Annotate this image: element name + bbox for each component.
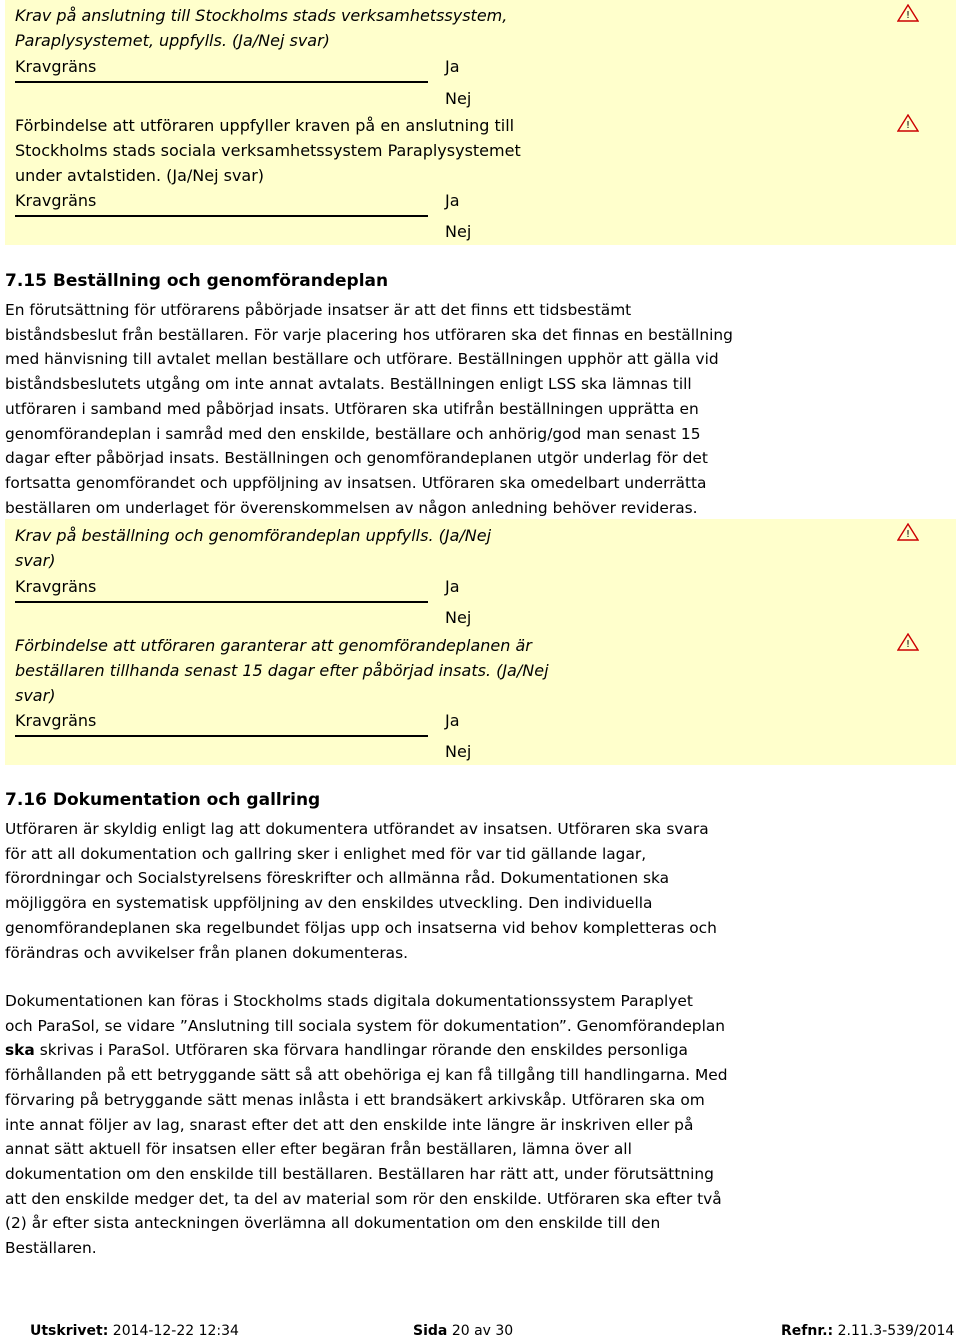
- requirement-box-2: [5, 519, 956, 765]
- requirement-option-no[interactable]: Nej: [445, 222, 472, 241]
- section-body: En förutsättning för utförarens påbörjade insatser är att det finns ett tidsbestämt biståndsbeslut från beställaren. För varje placering hos utföraren ska det finnas en beställning med hänvisning till avtalet mellan beställare och utförare. Beställningen upphör att gälla vid biståndsbeslutets utgång om inte annat avtalats. Beställningen enligt LSS ska lämnas till utföraren i samband med påbörjad insats. Utföraren ska utifrån beställningen upprätta en genomförandeplan i samråd med den enskilde, beställare och anhörig/god man senast 15 dagar efter påbörjad insats. Beställningen och genomförandeplanen utgör underlag för det fortsatta genomförandet och uppföljning av insatsen. Utföraren ska omedelbart underrätta beställaren om underlaget för överenskommelsen av någon anledning behöver revideras.: [5, 301, 733, 517]
- footer-printed-value: 2014-12-22 12:34: [112, 1323, 239, 1339]
- svg-text:!: !: [905, 529, 911, 540]
- footer-page-value: 20 av 30: [451, 1323, 514, 1339]
- requirement-limit-label: Kravgräns: [15, 57, 97, 76]
- requirement-question: Krav på beställning och genomförandeplan uppfylls. (Ja/Nej svar): [15, 526, 492, 570]
- requirement-answer-line: [15, 735, 428, 737]
- warning-icon: [897, 114, 919, 132]
- requirement-question: Förbindelse att utföraren garanterar att genomförandeplanen är beställaren tillhanda senast 15 dagar efter påbörjad insats. (Ja/Nej svar): [15, 636, 549, 705]
- requirement-option-no[interactable]: Nej: [445, 742, 472, 761]
- section-body-2-bold: ska: [5, 1041, 35, 1060]
- warning-icon: [897, 4, 919, 22]
- section-body-2-text-a: Dokumentationen kan föras i Stockholms stads digitala dokumentationssystem Paraplyet och ParaSol, se vidare ”Anslutning till sociala system för dokumentation”. Genomförandeplan: [5, 992, 726, 1035]
- requirement-answer-line: [15, 215, 428, 217]
- section-heading: 7.15 Beställning och genomförandeplan: [5, 271, 389, 291]
- requirement-limit-label: Kravgräns: [15, 577, 97, 596]
- footer-page: [413, 1323, 513, 1339]
- footer-ref: [781, 1323, 954, 1339]
- requirement-question: Förbindelse att utföraren uppfyller kraven på en anslutning till Stockholms stads sociala verksamhetssystem Paraplysystemet under avtalstiden. (Ja/Nej svar): [15, 116, 521, 185]
- footer-ref-value: 2.11.3-539/2014: [837, 1323, 955, 1339]
- footer-ref-label: Refnr.:: [781, 1323, 834, 1339]
- svg-text:!: !: [905, 639, 911, 650]
- requirement-option-no[interactable]: Nej: [445, 89, 472, 108]
- warning-icon: [897, 523, 919, 541]
- requirement-option-yes[interactable]: Ja: [445, 711, 460, 730]
- footer-printed: [30, 1323, 239, 1339]
- requirement-limit-label: Kravgräns: [15, 711, 97, 730]
- requirement-answer-line: [15, 81, 428, 83]
- requirement-limit-label: Kravgräns: [15, 191, 97, 210]
- footer-page-label: Sida: [413, 1323, 448, 1339]
- svg-text:!: !: [905, 10, 911, 21]
- section-body-1: Utföraren är skyldig enligt lag att dokumentera utförandet av insatsen. Utföraren ska svara för att all dokumentation och gallring sker i enlighet med för var tid gällande lagar, förordningar och Socialstyrelsens föreskrifter och allmänna råd. Dokumentationen ska möjliggöra en systematisk uppföljning av den enskildes utveckling. Den individuella genomförandeplanen ska regelbundet följas upp och insatserna vid behov kompletteras och förändras och avvikelser från planen dokumenteras.: [5, 820, 717, 962]
- requirement-option-no[interactable]: Nej: [445, 608, 472, 627]
- section-body-2: [5, 989, 805, 1261]
- footer-printed-label: Utskrivet:: [30, 1323, 109, 1339]
- requirement-option-yes[interactable]: Ja: [445, 191, 460, 210]
- requirement-question: Krav på anslutning till Stockholms stads verksamhetssystem, Paraplysystemet, uppfylls. (Ja/Nej svar): [15, 6, 508, 50]
- requirement-answer-line: [15, 601, 428, 603]
- svg-text:!: !: [905, 120, 911, 131]
- section-heading: 7.16 Dokumentation och gallring: [5, 790, 321, 810]
- requirement-box-1: [5, 0, 956, 245]
- section-body-2-text-b: skrivas i ParaSol. Utföraren ska förvara handlingar rörande den enskildes personliga förhållanden på ett betryggande sätt så att obehöriga ej kan få tillgång till handlingarna. Med förvaring på betryggande sätt menas inlåsta i ett brandsäkert arkivskåp. Utföraren ska om inte annat följer av lag, snarast efter det att den enskilde inte längre är inskriven eller på annat sätt aktuell för insatsen eller efter begäran från beställaren, lämna över all dokumentation om den enskilde till beställaren. Beställaren har rätt att, under förutsättning att den enskilde medger det, ta del av material som rör den enskilde. Utföraren ska efter två (2) år efter sista anteckningen överlämna all dokumentation om den enskilde till den Beställaren.: [5, 1041, 728, 1258]
- requirement-option-yes[interactable]: Ja: [445, 577, 460, 596]
- warning-icon: [897, 633, 919, 651]
- requirement-option-yes[interactable]: Ja: [445, 57, 460, 76]
